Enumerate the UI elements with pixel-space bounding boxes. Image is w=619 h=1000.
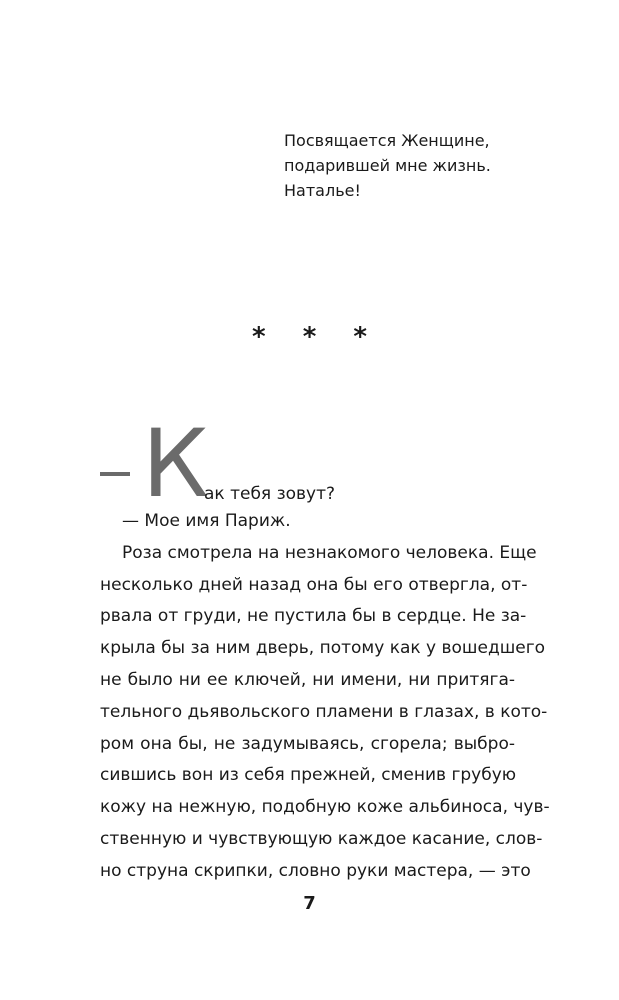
paragraph-line: несколько дней назад она бы его отвергла, от- — [100, 574, 528, 595]
chapter-text — [100, 410, 550, 888]
section-separator: * * * — [252, 322, 381, 352]
drop-cap: К — [142, 410, 209, 519]
dedication — [284, 128, 584, 203]
dedication-line: Посвящается Женщине, — [284, 131, 490, 150]
paragraph-line: ственную и чувствующую каждое касание, слов- — [100, 828, 543, 849]
paragraph-line: Роза смотрела на незнакомого человека. Еще — [122, 542, 537, 563]
paragraph-line: кожу на нежную, подобную коже альбиноса, чув- — [100, 797, 550, 818]
dedication-line: Наталье! — [284, 181, 361, 200]
opening-rest: ак тебя зовут? — [204, 484, 336, 504]
dedication-line: подарившей мне жизнь. — [284, 156, 491, 175]
paragraph-line: тельного дьявольского пламени в глазах, в кото- — [100, 701, 548, 722]
opening-dash — [100, 472, 130, 476]
paragraph-line: крыла бы за ним дверь, потому как у вошедшего — [100, 638, 546, 659]
paragraph-line: — Мое имя Париж. — [122, 511, 291, 531]
opening-line — [100, 410, 515, 519]
paragraph-line: рвала от груди, не пустила бы в сердце. Не за- — [100, 606, 527, 627]
paragraph-line: ром она бы, не задумываясь, сгорела; выбро- — [100, 733, 515, 754]
page-number: 7 — [303, 893, 316, 914]
paragraph-line: не было ни ее ключей, ни имени, ни притяга- — [100, 669, 515, 690]
paragraph-line: но струна скрипки, словно руки мастера, — это — [100, 860, 531, 881]
paragraph-line: сившись вон из себя прежней, сменив грубую — [100, 765, 517, 786]
